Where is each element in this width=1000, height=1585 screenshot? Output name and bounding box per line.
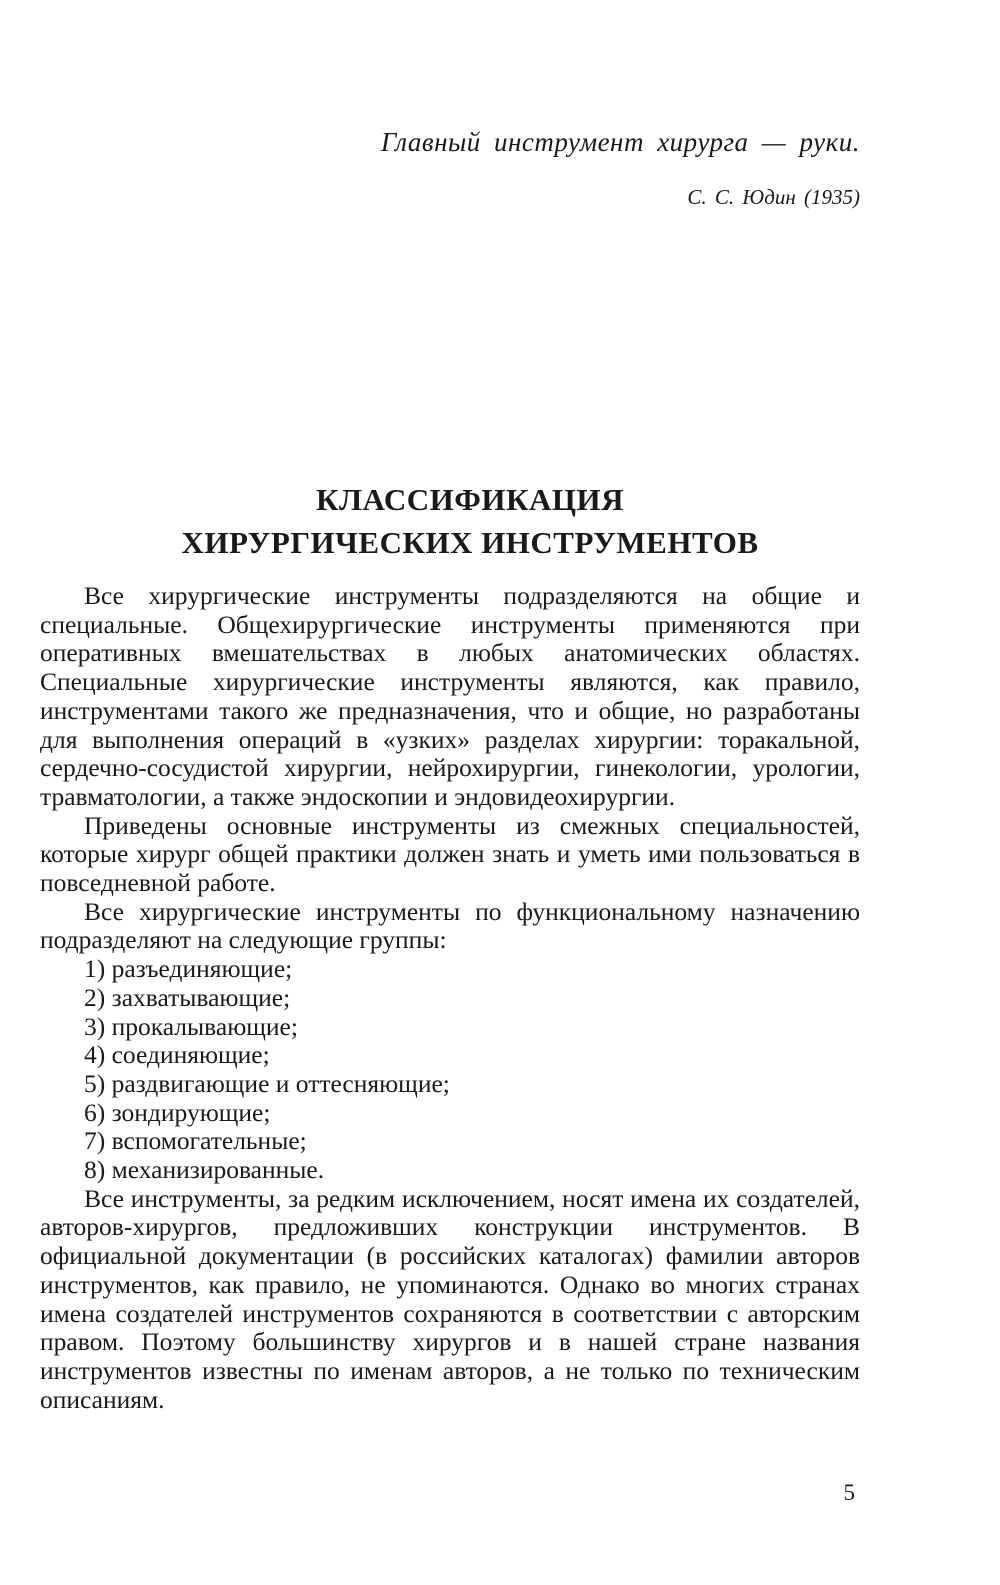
list-item: 5) раздвигающие и оттесняющие;	[84, 1068, 450, 1098]
page-number: 5	[843, 1480, 855, 1505]
chapter-title-line-1: КЛАССИФИКАЦИЯ	[315, 482, 625, 517]
epigraph-author: С. С. Юдин (1935)	[687, 185, 860, 209]
paragraph-related-specialties: Приведены основные инструменты из смежных специальностей, которые хирург общей практики должен знать и уметь ими пользоваться в повседневной работе.	[40, 810, 860, 898]
list-item: 7) вспомогательные;	[84, 1126, 307, 1156]
chapter-title	[40, 478, 900, 564]
list-item: 8) механизированные.	[84, 1155, 325, 1185]
chapter-body	[40, 582, 860, 1414]
list-item: 3) прокалывающие;	[84, 1011, 298, 1041]
epigraph-quote: Главный инструмент хирурга — руки.	[380, 127, 860, 157]
paragraph-functional-groups: Все хирургические инструменты по функциональному назначению подразделяют на следующие группы:	[40, 896, 860, 955]
paragraph-general-special: Все хирургические инструменты подразделяются на общие и специальные. Общехирургические инструменты применяются при оперативных вмешательствах в любых анатомических областях. Специальные хирургические инструменты являются, как правило, инструментами такого же предназначения, что и общие, но разработаны для выполнения операций в «узких» разделах хирургии: торакальной, сердечно-сосудистой хирургии, нейрохирургии, гинекологии, урологии, травматологии, а также эндоскопии и эндовидеохирургии.	[40, 581, 860, 811]
chapter-title-line-2: ХИРУРГИЧЕСКИХ ИНСТРУМЕНТОВ	[181, 525, 759, 560]
epigraph	[381, 122, 860, 212]
list-item: 1) разъединяющие;	[84, 954, 293, 984]
functional-groups-list	[40, 955, 860, 1185]
list-item: 4) соединяющие;	[84, 1040, 270, 1070]
list-item: 2) захватывающие;	[84, 982, 291, 1012]
paragraph-instrument-names: Все инструменты, за редким исключением, носят имена их создателей, авторов-хирургов, предложивших конструкции инструментов. В официальной документации (в российских каталогах) фамилии авторов инструментов, как правило, не упоминаются. Однако во многих странах имена создателей инструментов сохраняются в соответствии с авторским правом. Поэтому большинству хирургов и в нашей стране названия инструментов известны по именам авторов, а не только по техническим описаниям.	[40, 1183, 860, 1414]
list-item: 6) зондирующие;	[84, 1097, 271, 1127]
